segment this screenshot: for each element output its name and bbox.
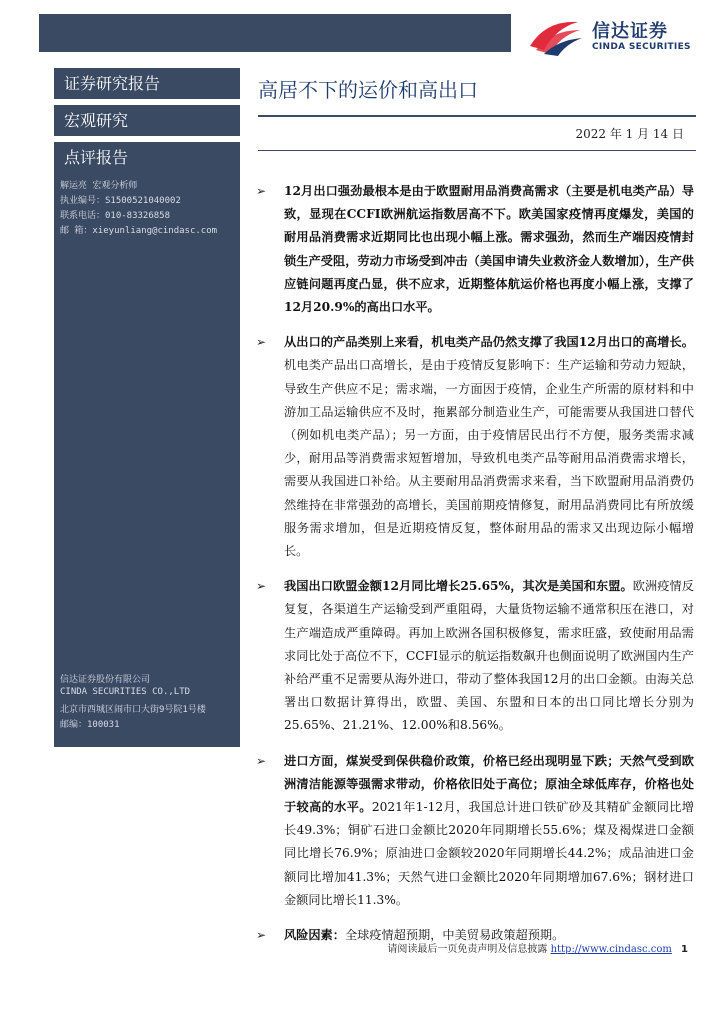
bullet-bold: 进口方面，煤炭受到保供稳价政策，价格已经出现明显下跌；天然气受到欧洲清洁能源等强需求带动，价格依旧处于高位；原油全球低库存，价格也处于较高的水平。 [284, 753, 694, 815]
cinda-logo-icon [526, 16, 582, 56]
arrow-icon: ➢ [256, 753, 267, 768]
company-name-cn: 信达证券股份有限公司 [60, 675, 151, 685]
header-bar [39, 14, 511, 52]
sidebar-info-panel [54, 172, 240, 747]
page-title: 高居不下的运价和高出口 [258, 78, 478, 102]
bullet-text: 全球疫情超预期，中美贸易政策超预期。 [344, 928, 565, 943]
sidebar [54, 68, 240, 179]
bullet-bold: 从出口的产品类别上来看，机电类产品仍然支撑了我国12月出口的高增长。 [284, 335, 694, 350]
arrow-icon: ➢ [256, 579, 267, 594]
logo-name-en: CINDA SECURITIES [592, 42, 691, 52]
bullet-text: 欧洲疫情反复复，各渠道生产运输受到严重阻碍，大量货物运输不通常积压在港口，对生产端造成严重障碍。再加上欧洲各国积极修复，需求旺盛，致使耐用品需求同比处于高位不下，CCFI显示的航运指数飙升也侧面说明了欧洲国内生产补给严重不足需要从海外进口，带动了整体我国12月的出口金额。由海关总署出口数据计算得出，欧盟、美国、东盟和日本的出口同比增长分别为25.65%、21.21%、12.00%和8.56%。 [284, 579, 694, 733]
title-divider [258, 115, 696, 117]
logo-name-cn: 信达证券 [592, 21, 668, 42]
arrow-icon: ➢ [256, 335, 267, 350]
bullet-text: 2021年1-12月，我国总计进口铁矿砂及其精矿金额同比增长49.3%；铜矿石进口金额比2020年同期增长55.6%；煤及褐煤进口金额同比增长76.9%；原油进口金额较2020年同期增长44.2%；成品油进口金额同比增加41.3%；天然气进口金额比2020年同期增加67.6%；钢材进口金额同比增长11.3%。 [284, 800, 694, 907]
bullet-item [254, 750, 694, 912]
sidebar-label-report-type: 证券研究报告 [54, 68, 240, 99]
analyst-phone: 联系电话：010-83326858 [60, 211, 171, 221]
bullet-bold: 风险因素： [284, 928, 345, 943]
company-postcode: 邮编：100031 [60, 720, 120, 730]
page-number: 1 [681, 944, 688, 955]
bullet-text: 机电类产品出口高增长，是由于疫情反复影响下：生产运输和劳动力短缺，导致生产供应不足；需求端，一方面因于疫情，企业生产所需的原材料和中游加工品运输供应不及时，拖累部分制造业生产，可能需要从我国进口替代（例如机电类产品）；另一方面，由于疫情居民出行不方便，服务类需求减少，耐用品等消费需求短暂增加，导致机电类产品等耐用品消费需求增长，需要从我国进口补给。从主要耐用品消费需求来看，当下欧盟耐用品消费仍然维持在非常强劲的高增长，美国前期疫情修复，耐用品消费同比有所放缓服务需求增加，但是近期疫情反复，整体耐用品的需求又出现边际小幅增长。 [284, 358, 694, 559]
cinda-logo [522, 12, 702, 60]
page-footer [387, 940, 688, 955]
company-name-en: CINDA SECURITIES CO.,LTD [60, 687, 191, 697]
bullet-item [254, 331, 694, 563]
bullet-bold: 我国出口欧盟金额12月同比增长25.65%，其次是美国和东盟。 [284, 579, 633, 594]
arrow-icon: ➢ [256, 184, 267, 198]
bullet-list [254, 180, 694, 959]
sidebar-label-category: 宏观研究 [54, 105, 240, 136]
company-address: 北京市西城区闹市口大街9号院1号楼 [60, 705, 206, 715]
footer-link[interactable]: http://www.cindasc.com [550, 944, 672, 955]
bullet-item [254, 180, 694, 319]
sidebar-label-subtype: 点评报告 [54, 142, 240, 173]
bullet-bold: 12月出口强劲最根本是由于欧盟耐用品消费高需求（主要是机电类产品）导致，显现在CCFI欧洲航运指数居高不下。欧美国家疫情再度爆发，美国的耐用品消费需求近期同比也出现小幅上涨。需求强劲，然而生产端因疫情封锁生产受阻，劳动力市场受到冲击（美国申请失业救济金人数增加），生产供应链问题再度凸显，供不应求，近期整体航运价格也再度小幅上涨，支撑了12月20.9%的高出口水平。 [284, 184, 694, 315]
arrow-icon: ➢ [256, 928, 267, 943]
date-divider [258, 150, 696, 151]
bullet-item [254, 575, 694, 737]
analyst-name: 解运亮 宏观分析师 [60, 181, 138, 191]
report-date: 2022 年 1 月 14 日 [575, 127, 684, 141]
analyst-license: 执业编号：S1500521040002 [60, 196, 181, 206]
analyst-email: 邮 箱：xieyunliang@cindasc.com [60, 226, 218, 236]
footer-disclaimer: 请阅读最后一页免责声明及信息披露 [387, 944, 548, 955]
